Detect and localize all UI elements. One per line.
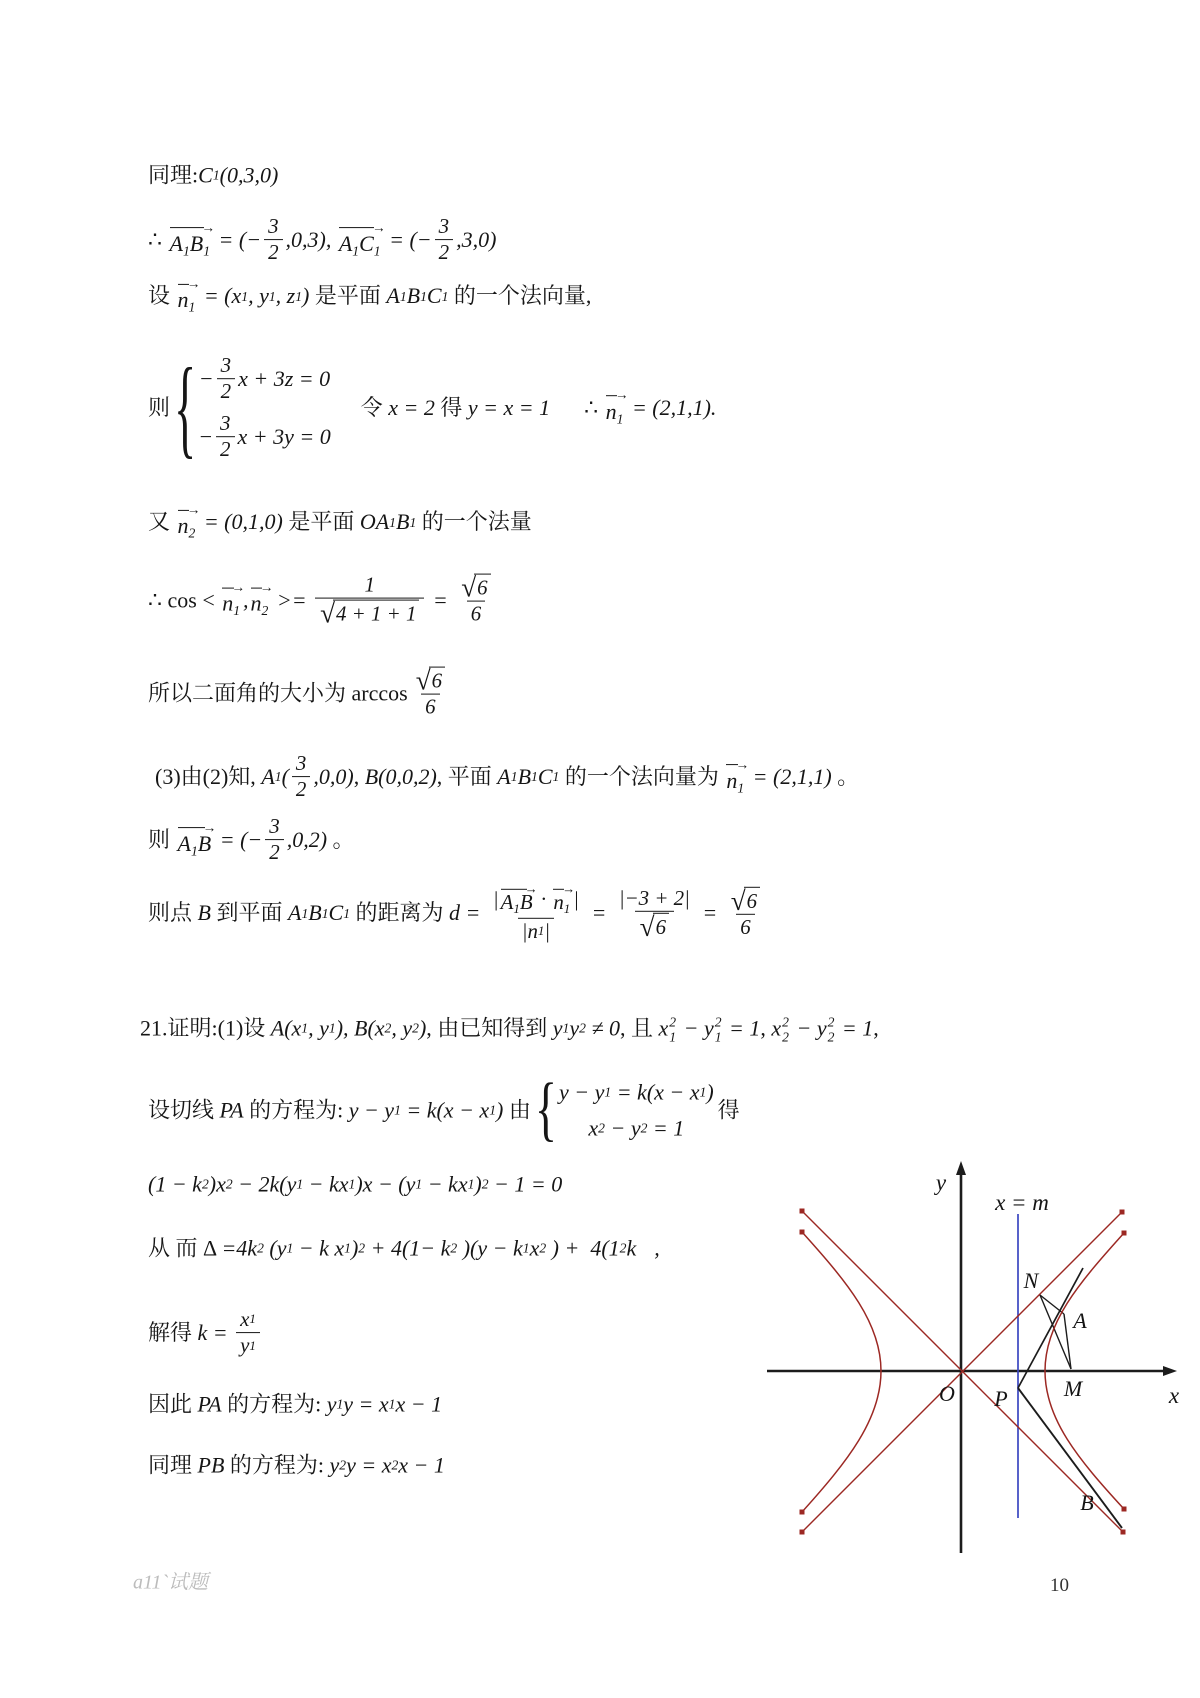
formula-line-6: ∴ cos < → n1 , → n2 >= 1 √ 4 + 1 + 1 = √ 6 6 bbox=[148, 574, 499, 627]
diagram-label-x=m: x = m bbox=[995, 1190, 1049, 1215]
endpoint-marker-3 bbox=[800, 1530, 805, 1535]
formula-line-3: 设 → n1 = ( x 1 , y 1 , z 1 ) 是平面 A 1 B 1 C 1 的一个法向量, bbox=[148, 275, 592, 315]
formula-line-10: 则点 B 到平面 A 1 B 1 C 1 的距离为 d = | → A1B · → n1 | |n 1 | = |−3 + 2| √ 6 = √ 6 6 bbox=[148, 883, 768, 943]
endpoint-marker-6 bbox=[800, 1510, 805, 1515]
formula-line-2: ∴ → A1B1 = (− $\frac{3}{2}$ ,0,3), → A1C1 = (− $\frac{3}{2}$ ,3,0) bbox=[148, 214, 497, 265]
endpoint-marker-4 bbox=[1120, 1210, 1125, 1215]
formula-line-11: 21.证明:(1)设 A(x 1 , y 1 ), B(x 2 , y 2 ) , 由已知得到 y 1 y 2 ≠ 0 , 且 x 2 1 − y 2 1 = 1 , x 2 2 − y 2 2 = 1 , bbox=[140, 1015, 879, 1045]
diagram-label-y: y bbox=[935, 1170, 947, 1195]
endpoint-marker-2 bbox=[1121, 1530, 1126, 1535]
formula-line-8: (3)由(2)知, A 1 ( $\frac{3}{2}$ ,0,0) , B(0,0,2) , 平面 A 1 B 1 C 1 的一个法向量为 → n1 = (2,1,1) 。 bbox=[155, 751, 860, 802]
diagram-label-P: P bbox=[994, 1386, 1008, 1411]
formula-line-4: 则 { − $\frac{3}{2}$ x + 3z = 0 − $\frac{3}{2}$ x + 3y = 0 令 x = 2 得 y = x = 1 ∴ → n1 = (2,1,1). bbox=[148, 345, 717, 468]
formula-line-16: 因此 PA 的方程为: y 1 y = x 1 x − 1 bbox=[148, 1391, 443, 1417]
diagram-label-x: x bbox=[1168, 1383, 1180, 1408]
formula-line-9: 则 → A1B = (− $\frac{3}{2}$ ,0,2) 。 bbox=[148, 814, 355, 865]
y-axis-arrowhead bbox=[956, 1161, 966, 1175]
endpoint-marker-7 bbox=[1122, 1231, 1127, 1236]
diagram-label-A: A bbox=[1073, 1308, 1087, 1333]
endpoint-marker-5 bbox=[800, 1230, 805, 1235]
diagram-label-N: N bbox=[1023, 1268, 1039, 1293]
formula-line-17: 同理 PB 的方程为: y 2 y = x 2 x − 1 bbox=[148, 1452, 445, 1478]
footer-watermark: a11`试题 bbox=[133, 1571, 209, 1594]
endpoint-marker-1 bbox=[800, 1209, 805, 1214]
endpoint-marker-8 bbox=[1122, 1507, 1127, 1512]
formula-line-1: 同理: C 1 (0,3,0) bbox=[148, 162, 279, 188]
tangent-PB bbox=[1018, 1388, 1122, 1528]
formula-line-12: 设切线 PA 的方程为: y − y 1 = k(x − x 1 ) 由 { y − y 1 = k(x − x 1 ) x 2 − y 2 = 1 得 bbox=[148, 1069, 740, 1149]
x-axis-arrowhead bbox=[1163, 1366, 1177, 1376]
diagram-label-M: M bbox=[1063, 1376, 1083, 1401]
diagram-label-O: O bbox=[939, 1381, 955, 1406]
diagram-label-B: B bbox=[1080, 1490, 1094, 1515]
formula-line-15: 解得 k = x 1 y 1 bbox=[148, 1308, 263, 1358]
formula-line-13: (1 − k 2 )x 2 − 2k(y 1 − kx 1 )x − (y 1 − kx 1 ) 2 − 1 = 0 bbox=[148, 1171, 563, 1197]
page-number: 10 bbox=[1050, 1575, 1069, 1597]
hyperbola-diagram bbox=[740, 1150, 1190, 1562]
formula-line-7: 所以二面角的大小为 arccos √ 6 6 bbox=[148, 667, 453, 720]
formula-line-5: 又 → n2 = (0,1,0) 是平面 OA 1 B 1 的一个法量 bbox=[148, 501, 532, 541]
formula-line-14: 从 而 Δ =4k 2 (y 1 − k x 1 ) 2 + 4(1− k 2 )(y − k 1 x 2 ) + 4(1 2 k , bbox=[148, 1235, 660, 1261]
